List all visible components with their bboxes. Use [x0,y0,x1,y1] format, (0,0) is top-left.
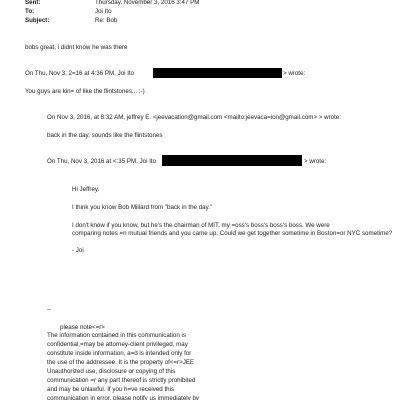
quote1-attribution-end: > wrote: [283,70,306,77]
quote3-attribution-end: > wrote: [304,158,327,165]
signature-separator: -- [47,306,52,313]
quote1-text: You guys are kin= of like the flintstones... ;-) [25,88,145,95]
redaction-bar [153,68,282,78]
to-value: Joi Ito [95,8,112,15]
notice-line: and may be unlawful. If you h=ve received this [47,386,175,393]
subject-label: Subject: [25,17,50,24]
quote3-attribution: On Thu, Nov 3, 2016 at <:35 PM, Joi Ito [47,158,157,165]
notice-line: constitute inside information, a=d is intended only for [47,350,192,357]
sent-value: Thursday, November 3, 2016 3:47 PM [95,0,200,6]
notice-line: Unauthorized use, disclosure or copying of this [47,368,176,375]
quote2-text: back in the day, sounds like the flintstones [47,132,163,139]
notice-line: The information contained in this communication is [47,332,186,339]
quote1-attribution: On Thu, Nov 3, 2=16 at 4:36 PM, Joi Ito [25,70,135,77]
notice-title: please note<=r> [60,324,105,331]
redaction-bar [162,155,302,166]
reply-text: bobs great, i didnt know he was there [25,44,128,51]
quote2-attribution: On Nov 3, 2016, at 8:32 AM, jeffrey E. <jeevacation@gmail.com <mailto:jeevaca=ion@gmail.com> > wrote: [47,114,341,121]
notice-line: communication in error, please notify us immediately by [47,395,200,400]
quote3-line2b: comparing notes =n mutual friends and you came up. Could we get together sometime in Boston=or NYC sometime? [72,230,393,237]
notice-line: communication =r any part thereof is strictly prohibited [47,377,196,384]
quote3-line2a: I don't know if you know, but he's the chairman of MIT, my =oss's boss's boss's boss. We were [72,222,330,229]
quote3-line1: I think you know Bob Millard from "back in the day." [72,204,213,211]
to-label: To: [25,8,35,15]
quote3-signoff: - Joi [72,247,84,254]
subject-value: Re: Bob [95,17,118,24]
quote3-greeting: Hi Jeffrey. [72,186,100,193]
notice-line: the use of the addressee. It is the property of<=r>JEE [47,359,195,366]
notice-line: confidential,=may be attorney-client privileged, may [47,341,188,348]
sent-label: Sent: [25,0,41,6]
